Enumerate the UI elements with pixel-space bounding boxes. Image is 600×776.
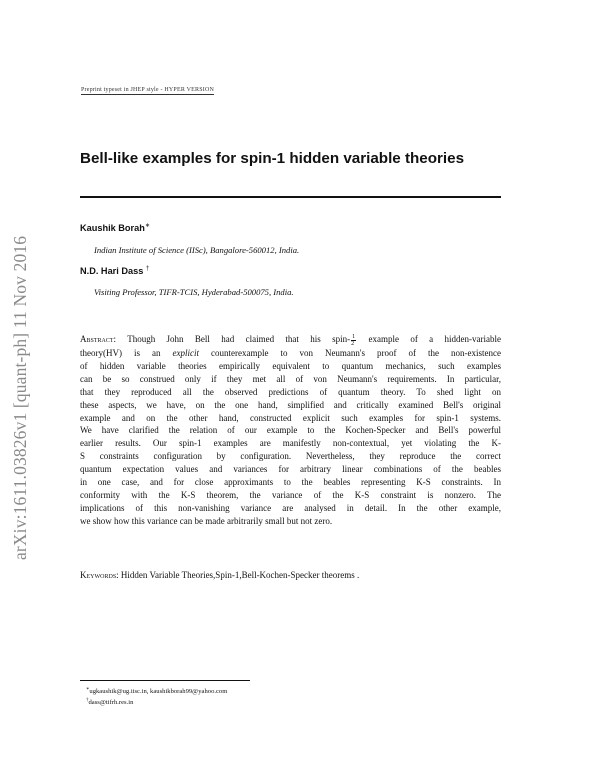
footnote-rule bbox=[80, 680, 250, 681]
abstract-line: S constraints configuration by configuration. Nevertheless, they reproduce the correct bbox=[80, 451, 501, 462]
abstract-line: We have clarified the relation of our example to the Kochen-Specker and Bell's powerful bbox=[80, 425, 501, 436]
footnote-1-mark: ∗ bbox=[86, 687, 90, 692]
abstract-text: theory(HV) is an bbox=[80, 348, 173, 358]
footnote-2-mark: † bbox=[86, 698, 89, 703]
abstract-line: quantum expectation values and variances for arbitrary linear combinations of the beables bbox=[80, 464, 501, 475]
footnote-2 bbox=[86, 698, 133, 706]
author-2-name: N.D. Hari Dass bbox=[80, 266, 144, 277]
title-rule bbox=[80, 196, 501, 198]
abstract-line: conformity with the K-S theorem, the variance of the K-S constraint is nonzero. The bbox=[80, 489, 501, 500]
abstract-line bbox=[80, 347, 501, 360]
abstract-line: earlier results. Our spin-1 examples are manifestly non-contextual, yet violating the K- bbox=[80, 438, 501, 449]
abstract-line: can be so construed only if they met all of von Neumann's requirements. In particular, bbox=[80, 373, 501, 384]
author-2-mark: † bbox=[145, 266, 150, 272]
fraction-numerator: 1 bbox=[352, 334, 356, 340]
footnote-1 bbox=[86, 686, 227, 695]
abstract-text: Though John Bell had claimed that his spin- bbox=[116, 334, 351, 344]
fraction-denominator: 2 bbox=[351, 341, 355, 347]
abstract-line: implications of this non-vanishing variance are analysed in detail. In the other example, bbox=[80, 502, 501, 513]
abstract-line bbox=[80, 333, 501, 347]
abstract-emphasis: explicit bbox=[172, 348, 199, 358]
abstract bbox=[80, 333, 501, 528]
author-1-name: Kaushik Borah bbox=[80, 223, 145, 234]
one-half-fraction bbox=[351, 334, 356, 347]
preprint-note: Preprint typeset in JHEP style - HYPER VERSION bbox=[81, 87, 215, 93]
abstract-line: these aspects, we have, on the one hand, simplified and critically examined Bell's original bbox=[80, 399, 501, 410]
abstract-line: that they reproduced all the observed predictions of quantum theory. To shed light on bbox=[80, 386, 501, 397]
author-2-affiliation: Visiting Professor, TIFR-TCIS, Hyderabad-500075, India. bbox=[94, 287, 294, 297]
arxiv-identifier-stamp: arXiv:1611.03826v1 [quant-ph] 11 Nov 2016 bbox=[10, 235, 30, 560]
abstract-line: of hidden variable theories empirically equivalent to quantum mechanics, such examples bbox=[80, 360, 501, 371]
author-1-affiliation: Indian Institute of Science (IISc), Bangalore-560012, India. bbox=[94, 245, 300, 255]
keywords bbox=[80, 570, 359, 580]
abstract-line: in one case, and for close approximants to the beables representing K-S constraints. In bbox=[80, 477, 501, 488]
abstract-text: example of a hidden-variable bbox=[357, 334, 501, 344]
keywords-label: Keywords: bbox=[80, 570, 119, 580]
author-2 bbox=[80, 266, 149, 276]
keywords-text: Hidden Variable Theories,Spin-1,Bell-Kochen-Specker theorems . bbox=[118, 570, 360, 580]
footnote-2-text: dass@tifrh.res.in bbox=[88, 699, 134, 707]
abstract-line: example and on the other hand, constructed explicit such examples for spin-1 systems. bbox=[80, 412, 501, 423]
abstract-line: we show how this variance can be made arbitrarily small but not zero. bbox=[80, 515, 333, 526]
footnote-1-text: ugkaushik@ug.iisc.in, kaushikborah99@yahoo.com bbox=[89, 688, 228, 696]
abstract-label: Abstract: bbox=[80, 334, 117, 344]
author-1 bbox=[80, 222, 150, 233]
paper-title: Bell-like examples for spin-1 hidden variable theories bbox=[80, 150, 465, 167]
author-1-mark: ∗ bbox=[144, 223, 150, 229]
abstract-text: counterexample to von Neumann's proof of the non-existence bbox=[198, 348, 502, 358]
